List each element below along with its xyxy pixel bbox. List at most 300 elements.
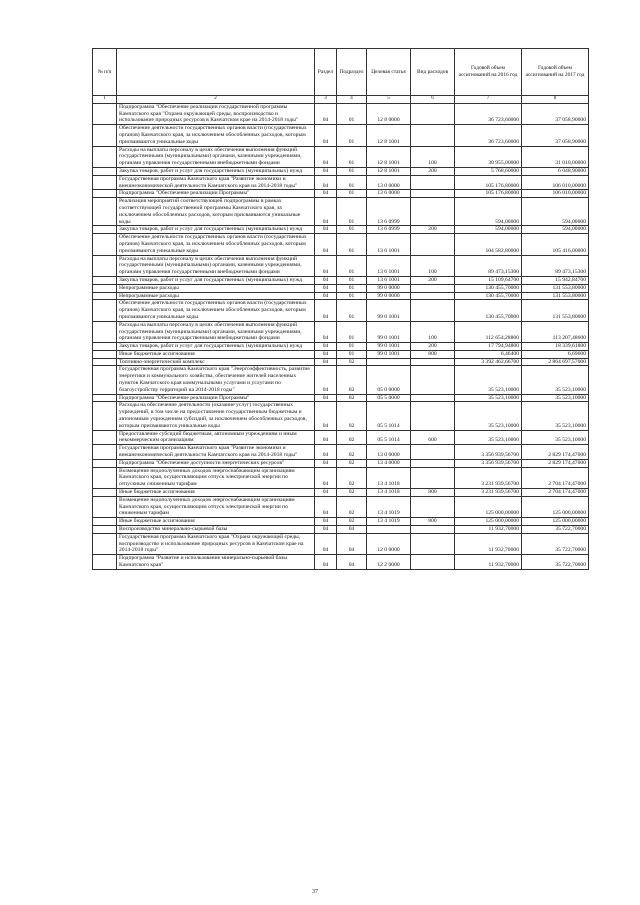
row-name-cell: Обеспечение деятельности государственных органов власти (государственных органов) Камчатского края, за исключением обособленных расходов, которым присваиваются уникальные коды	[117, 300, 315, 321]
row-number-cell	[93, 125, 117, 146]
row-number-cell	[93, 284, 117, 292]
row-name-cell: Возмещение недополученных доходов энергоснабжающим организациям Камчатского края, осуществляющим отпуск электрической энергии по сниженным тарифам	[117, 496, 315, 517]
column-number: 3	[315, 96, 337, 104]
row-amount-2016-cell: 5 768,60000	[455, 167, 522, 175]
row-number-cell	[93, 292, 117, 300]
row-amount-2017-cell: 594,00000	[522, 198, 589, 226]
row-razdel-cell: 04	[315, 343, 337, 351]
row-razdel-cell: 04	[315, 358, 337, 366]
row-number-cell	[93, 343, 117, 351]
row-amount-2016-cell: 130 455,70000	[455, 284, 522, 292]
row-podrazdel-cell: 01	[337, 234, 367, 255]
row-razdel-cell: 04	[315, 555, 337, 570]
row-amount-2016-cell: 3 231 939,56700	[455, 467, 522, 488]
row-podrazdel-cell: 01	[337, 125, 367, 146]
row-razdel-cell: 04	[315, 125, 337, 146]
row-razdel-cell: 04	[315, 366, 337, 394]
row-podrazdel-cell: 04	[337, 526, 367, 534]
row-razdel-cell: 04	[315, 226, 337, 234]
table-row	[93, 402, 589, 430]
row-expense-type-cell: 200	[411, 343, 455, 351]
row-expense-type-cell	[411, 198, 455, 226]
row-number-cell	[93, 190, 117, 198]
row-podrazdel-cell: 01	[337, 255, 367, 276]
column-number: 8	[522, 96, 589, 104]
table-row	[93, 459, 589, 467]
row-amount-2016-cell: 36 723,60000	[455, 125, 522, 146]
row-amount-2016-cell: 125 000,00000	[455, 496, 522, 517]
table-row	[93, 292, 589, 300]
header-target-article: Целевая статья	[367, 49, 411, 96]
row-target-article-cell: 13 6 1001	[367, 276, 411, 284]
row-podrazdel-cell: 04	[337, 555, 367, 570]
row-razdel-cell: 04	[315, 234, 337, 255]
row-amount-2017-cell: 89 473,15300	[522, 255, 589, 276]
column-number: 5	[367, 96, 411, 104]
row-name-cell: Иные бюджетные ассигнования	[117, 489, 315, 497]
header-amount-2017: Годовой объем ассигнований на 2017 год	[522, 49, 589, 96]
row-number-cell	[93, 526, 117, 534]
table-row	[93, 234, 589, 255]
row-amount-2016-cell: 594,00000	[455, 198, 522, 226]
row-expense-type-cell	[411, 555, 455, 570]
row-amount-2016-cell: 35 523,10000	[455, 430, 522, 445]
table-row	[93, 146, 589, 167]
row-podrazdel-cell: 02	[337, 394, 367, 402]
row-amount-2016-cell: 35 523,10000	[455, 366, 522, 394]
row-expense-type-cell: 100	[411, 321, 455, 342]
row-podrazdel-cell: 02	[337, 366, 367, 394]
row-amount-2016-cell: 35 523,10000	[455, 394, 522, 402]
row-podrazdel-cell: 02	[337, 489, 367, 497]
table-row	[93, 198, 589, 226]
row-podrazdel-cell: 04	[337, 533, 367, 554]
row-name-cell: Воспроизводство минерально-сырьевой базы	[117, 526, 315, 534]
header-name	[117, 49, 315, 96]
row-target-article-cell: 13 4 0000	[367, 459, 411, 467]
row-target-article-cell: 99 0 0000	[367, 292, 411, 300]
row-amount-2017-cell: 2 829 174,47000	[522, 445, 589, 460]
row-expense-type-cell	[411, 190, 455, 198]
row-expense-type-cell	[411, 526, 455, 534]
row-target-article-cell: 99 0 1001	[367, 321, 411, 342]
row-podrazdel-cell: 01	[337, 103, 367, 124]
row-expense-type-cell	[411, 402, 455, 430]
row-podrazdel-cell: 02	[337, 467, 367, 488]
table-row	[93, 496, 589, 517]
row-expense-type-cell	[411, 394, 455, 402]
row-amount-2017-cell: 125 000,00000	[522, 496, 589, 517]
row-amount-2016-cell: 3 356 939,56700	[455, 445, 522, 460]
row-amount-2017-cell: 31 010,00000	[522, 146, 589, 167]
row-target-article-cell: 12 8 1001	[367, 167, 411, 175]
row-expense-type-cell: 800	[411, 518, 455, 526]
row-podrazdel-cell: 01	[337, 350, 367, 358]
table-row	[93, 125, 589, 146]
table-row	[93, 467, 589, 488]
row-podrazdel-cell: 01	[337, 198, 367, 226]
row-target-article-cell: 13 6 0000	[367, 190, 411, 198]
row-amount-2017-cell: 35 523,10000	[522, 402, 589, 430]
row-amount-2017-cell: 125 000,00000	[522, 518, 589, 526]
row-target-article-cell: 05 5 1014	[367, 402, 411, 430]
row-name-cell: Подпрограмма "Обеспечение реализации Программы"	[117, 394, 315, 402]
row-name-cell: Государственная программа Камчатского края "Охрана окружающей среды, воспроизводство и использование природных ресурсов в Камчатском крае на 2014-2018 годы"	[117, 533, 315, 554]
row-name-cell: Расходы на выплаты персоналу в целях обеспечения выполнения функций государственными (муниципальными) органами, казенными учреждениями, органами управления государственными внебюджетными фондами	[117, 255, 315, 276]
row-amount-2017-cell: 6,69600	[522, 350, 589, 358]
row-expense-type-cell	[411, 292, 455, 300]
row-razdel-cell: 04	[315, 175, 337, 190]
table-row	[93, 175, 589, 190]
row-target-article-cell: 13 6 0999	[367, 198, 411, 226]
row-name-cell: Возмещение недополученных доходов энергоснабжающим организациям Камчатского края, осуществляющим отпуск электрической энергии по отпускным сниженным тарифам	[117, 467, 315, 488]
row-podrazdel-cell: 02	[337, 402, 367, 430]
row-podrazdel-cell: 02	[337, 358, 367, 366]
row-expense-type-cell	[411, 284, 455, 292]
table-row	[93, 430, 589, 445]
row-razdel-cell: 04	[315, 467, 337, 488]
row-amount-2017-cell: 37 058,90000	[522, 103, 589, 124]
row-razdel-cell: 04	[315, 255, 337, 276]
row-number-cell	[93, 533, 117, 554]
row-name-cell: Непрограммные расходы	[117, 284, 315, 292]
row-number-cell	[93, 445, 117, 460]
row-amount-2017-cell: 113 207,48600	[522, 321, 589, 342]
row-amount-2016-cell: 104 582,80000	[455, 234, 522, 255]
row-expense-type-cell: 200	[411, 276, 455, 284]
row-target-article-cell: 13 6 0999	[367, 226, 411, 234]
row-razdel-cell: 04	[315, 402, 337, 430]
table-row	[93, 366, 589, 394]
row-podrazdel-cell: 01	[337, 146, 367, 167]
column-number: 2	[117, 96, 315, 104]
row-amount-2017-cell: 131 553,80000	[522, 292, 589, 300]
row-amount-2016-cell: 11 932,70000	[455, 555, 522, 570]
row-podrazdel-cell: 01	[337, 321, 367, 342]
table-row	[93, 350, 589, 358]
row-razdel-cell: 04	[315, 350, 337, 358]
row-name-cell: Иные бюджетные ассигнования	[117, 518, 315, 526]
row-razdel-cell: 04	[315, 190, 337, 198]
row-amount-2016-cell: 3 356 939,56700	[455, 459, 522, 467]
row-amount-2016-cell: 3 231 939,56700	[455, 489, 522, 497]
row-number-cell	[93, 300, 117, 321]
row-number-cell	[93, 459, 117, 467]
row-number-cell	[93, 234, 117, 255]
row-target-article-cell: 99 0 1001	[367, 300, 411, 321]
row-amount-2016-cell: 125 000,00000	[455, 518, 522, 526]
row-podrazdel-cell: 02	[337, 445, 367, 460]
row-amount-2017-cell: 15 942,84700	[522, 276, 589, 284]
row-razdel-cell: 04	[315, 167, 337, 175]
row-razdel-cell: 04	[315, 292, 337, 300]
row-razdel-cell: 04	[315, 394, 337, 402]
row-amount-2016-cell: 36 723,60000	[455, 103, 522, 124]
row-number-cell	[93, 146, 117, 167]
row-number-cell	[93, 496, 117, 517]
budget-table	[92, 48, 589, 570]
row-expense-type-cell	[411, 533, 455, 554]
row-name-cell: Обеспечение деятельности государственных органов власти (государственных органов) Камчатского края, за исключением обособленных расходов, которым присваиваются уникальные коды	[117, 234, 315, 255]
row-name-cell: Подпрограмма "Развитие и использование минерально-сырьевой базы Камчатского края"	[117, 555, 315, 570]
row-name-cell: Топливно-энергетический комплекс	[117, 358, 315, 366]
row-razdel-cell: 04	[315, 146, 337, 167]
header-expense-type: Вид расходов	[411, 49, 455, 96]
row-number-cell	[93, 489, 117, 497]
row-amount-2016-cell: 594,00000	[455, 226, 522, 234]
row-number-cell	[93, 255, 117, 276]
row-target-article-cell: 99 0 1001	[367, 343, 411, 351]
row-number-cell	[93, 276, 117, 284]
row-target-article-cell: 13 0 0000	[367, 175, 411, 190]
row-name-cell: Предоставление субсидий бюджетным, автономным учреждениям и иным некоммерческим организациям	[117, 430, 315, 445]
row-target-article-cell: 05 5 1014	[367, 430, 411, 445]
row-amount-2016-cell: 89 473,15300	[455, 255, 522, 276]
column-numbers-row	[93, 96, 589, 104]
row-name-cell: Закупка товаров, работ и услуг для государственных (муниципальных) нужд	[117, 226, 315, 234]
table-row	[93, 190, 589, 198]
row-target-article-cell: 13 4 1019	[367, 496, 411, 517]
row-razdel-cell: 04	[315, 321, 337, 342]
row-podrazdel-cell: 01	[337, 292, 367, 300]
row-podrazdel-cell: 01	[337, 343, 367, 351]
row-amount-2017-cell: 6 048,90000	[522, 167, 589, 175]
row-razdel-cell: 04	[315, 526, 337, 534]
row-target-article-cell: 05 5 0000	[367, 394, 411, 402]
row-number-cell	[93, 321, 117, 342]
row-name-cell: Подпрограмма "Обеспечение реализации государственной программы Камчатского края "Охрана окружающей среды, воспроизводство и использование природных ресурсов в Камчатском крае на 2014-2018 годы"	[117, 103, 315, 124]
row-razdel-cell: 04	[315, 459, 337, 467]
row-name-cell: Закупка товаров, работ и услуг для государственных (муниципальных) нужд	[117, 167, 315, 175]
row-expense-type-cell	[411, 467, 455, 488]
row-number-cell	[93, 394, 117, 402]
row-amount-2016-cell: 105 176,80000	[455, 190, 522, 198]
row-expense-type-cell	[411, 234, 455, 255]
row-target-article-cell: 12 8 1001	[367, 146, 411, 167]
table-row	[93, 167, 589, 175]
row-number-cell	[93, 350, 117, 358]
row-number-cell	[93, 555, 117, 570]
table-row	[93, 343, 589, 351]
table-row	[93, 300, 589, 321]
column-number: 4	[337, 96, 367, 104]
header-amount-2016: Годовой объем ассигнований на 2016 год	[455, 49, 522, 96]
row-expense-type-cell: 100	[411, 255, 455, 276]
table-row	[93, 533, 589, 554]
row-number-cell	[93, 402, 117, 430]
row-name-cell: Закупка товаров, работ и услуг для государственных (муниципальных) нужд	[117, 343, 315, 351]
row-amount-2016-cell: 15 109,64700	[455, 276, 522, 284]
header-razdel: Раздел	[315, 49, 337, 96]
row-expense-type-cell	[411, 496, 455, 517]
table-row	[93, 255, 589, 276]
table-row	[93, 526, 589, 534]
row-amount-2017-cell: 35 722,70000	[522, 533, 589, 554]
row-podrazdel-cell: 02	[337, 459, 367, 467]
row-expense-type-cell	[411, 300, 455, 321]
row-razdel-cell: 04	[315, 276, 337, 284]
row-amount-2017-cell: 594,00000	[522, 226, 589, 234]
row-razdel-cell: 04	[315, 103, 337, 124]
table-row	[93, 489, 589, 497]
row-amount-2016-cell: 17 794,94800	[455, 343, 522, 351]
row-expense-type-cell: 800	[411, 350, 455, 358]
row-name-cell: Непрограммные расходы	[117, 292, 315, 300]
row-razdel-cell: 04	[315, 533, 337, 554]
row-number-cell	[93, 167, 117, 175]
row-amount-2016-cell: 11 932,70000	[455, 526, 522, 534]
table-row	[93, 321, 589, 342]
row-amount-2017-cell: 131 553,80000	[522, 300, 589, 321]
row-podrazdel-cell: 02	[337, 430, 367, 445]
row-razdel-cell: 04	[315, 284, 337, 292]
row-amount-2017-cell: 106 010,00000	[522, 190, 589, 198]
row-target-article-cell	[367, 526, 411, 534]
row-razdel-cell: 04	[315, 518, 337, 526]
row-amount-2016-cell: 6,46400	[455, 350, 522, 358]
table-row	[93, 358, 589, 366]
table-body	[93, 103, 589, 569]
row-amount-2016-cell: 130 455,70000	[455, 292, 522, 300]
row-expense-type-cell	[411, 366, 455, 394]
row-expense-type-cell	[411, 175, 455, 190]
row-expense-type-cell: 800	[411, 489, 455, 497]
row-name-cell: Государственная программа Камчатского края "Развитие экономики и внешнеэкономической деятельности Камчатского края на 2014-2018 годы"	[117, 175, 315, 190]
row-expense-type-cell	[411, 358, 455, 366]
table-row	[93, 284, 589, 292]
row-number-cell	[93, 358, 117, 366]
row-name-cell: Расходы на обеспечение деятельности (оказание услуг) государственных учреждений, в том числе на предоставление государственным бюджетным и автономным учреждениям субсидий, за исключением обособленных расходов, которым присваиваются уникальные коды	[117, 402, 315, 430]
row-expense-type-cell: 200	[411, 167, 455, 175]
table-row	[93, 226, 589, 234]
row-amount-2017-cell: 35 523,10000	[522, 366, 589, 394]
row-name-cell: Расходы на выплаты персоналу в целях обеспечения выполнения функций государственными (муниципальными) органами, казенными учреждениями, органами управления государственными внебюджетными фондами	[117, 146, 315, 167]
row-amount-2017-cell: 2 704 174,47000	[522, 489, 589, 497]
row-podrazdel-cell: 01	[337, 284, 367, 292]
row-amount-2017-cell: 35 523,10000	[522, 394, 589, 402]
row-target-article-cell: 12 0 0000	[367, 533, 411, 554]
row-razdel-cell: 04	[315, 489, 337, 497]
row-target-article-cell: 13 6 1001	[367, 234, 411, 255]
row-amount-2017-cell: 105 416,00000	[522, 234, 589, 255]
row-number-cell	[93, 430, 117, 445]
row-amount-2017-cell: 2 704 174,47000	[522, 467, 589, 488]
row-podrazdel-cell: 01	[337, 167, 367, 175]
row-podrazdel-cell: 02	[337, 496, 367, 517]
row-amount-2017-cell: 2 829 174,47000	[522, 459, 589, 467]
row-target-article-cell: 13 4 1018	[367, 489, 411, 497]
table-row	[93, 518, 589, 526]
row-podrazdel-cell: 01	[337, 226, 367, 234]
row-target-article-cell: 12 8 1001	[367, 125, 411, 146]
row-name-cell: Реализация мероприятий соответствующей подпрограммы в рамках соответствующей государственной программы Камчатского края, за исключением обособленных расходов, которым присваиваются уникальные коды	[117, 198, 315, 226]
row-expense-type-cell: 200	[411, 226, 455, 234]
row-target-article-cell: 99 0 1001	[367, 350, 411, 358]
row-name-cell: Обеспечение деятельности государственных органов власти (государственных органов) Камчатского края, за исключением обособленных расходов, которым присваиваются уникальные коды	[117, 125, 315, 146]
table-row	[93, 103, 589, 124]
row-number-cell	[93, 467, 117, 488]
row-name-cell: Подпрограмма "Обеспечение реализации Программы"	[117, 190, 315, 198]
row-amount-2017-cell: 37 058,90000	[522, 125, 589, 146]
row-number-cell	[93, 103, 117, 124]
row-razdel-cell: 04	[315, 496, 337, 517]
row-podrazdel-cell: 02	[337, 518, 367, 526]
row-amount-2016-cell: 35 523,10000	[455, 402, 522, 430]
row-amount-2016-cell: 130 455,70000	[455, 300, 522, 321]
row-target-article-cell	[367, 358, 411, 366]
row-target-article-cell: 13 4 1019	[367, 518, 411, 526]
row-podrazdel-cell: 01	[337, 276, 367, 284]
row-expense-type-cell: 600	[411, 430, 455, 445]
row-target-article-cell: 13 0 0000	[367, 445, 411, 460]
row-razdel-cell: 04	[315, 430, 337, 445]
row-amount-2016-cell: 112 654,28800	[455, 321, 522, 342]
row-number-cell	[93, 198, 117, 226]
row-name-cell: Расходы на выплаты персоналу в целях обеспечения выполнения функций государственными (муниципальными) органами, казенными учреждениями, органами управления государственными внебюджетными фондами	[117, 321, 315, 342]
row-expense-type-cell	[411, 445, 455, 460]
row-number-cell	[93, 175, 117, 190]
row-target-article-cell: 13 4 1018	[367, 467, 411, 488]
row-name-cell: Иные бюджетные ассигнования	[117, 350, 315, 358]
row-expense-type-cell	[411, 459, 455, 467]
row-target-article-cell: 13 6 1001	[367, 255, 411, 276]
row-amount-2017-cell: 35 722,70000	[522, 555, 589, 570]
row-expense-type-cell	[411, 103, 455, 124]
table-row	[93, 445, 589, 460]
row-amount-2017-cell: 35 722,70000	[522, 526, 589, 534]
page-number: 37	[312, 889, 318, 895]
column-number: 1	[93, 96, 117, 104]
row-target-article-cell: 12 2 0000	[367, 555, 411, 570]
row-podrazdel-cell: 01	[337, 175, 367, 190]
row-razdel-cell: 04	[315, 300, 337, 321]
table-header-row	[93, 49, 589, 96]
row-number-cell	[93, 366, 117, 394]
table-row	[93, 555, 589, 570]
row-podrazdel-cell: 01	[337, 190, 367, 198]
table-row	[93, 394, 589, 402]
row-amount-2017-cell: 18 339,61800	[522, 343, 589, 351]
row-amount-2017-cell: 131 553,80000	[522, 284, 589, 292]
header-num: № п/п	[93, 49, 117, 96]
row-amount-2017-cell: 2 864 697,57000	[522, 358, 589, 366]
row-target-article-cell: 05 0 0000	[367, 366, 411, 394]
row-name-cell: Подпрограмма "Обеспечение доступности энергетических ресурсов"	[117, 459, 315, 467]
row-razdel-cell: 04	[315, 445, 337, 460]
row-name-cell: Государственная программа Камчатского края "Развитие экономики и внешнеэкономической деятельности Камчатского края на 2014-2018 годы"	[117, 445, 315, 460]
row-name-cell: Закупка товаров, работ и услуг для государственных (муниципальных) нужд	[117, 276, 315, 284]
header-podrazdel: Подраздел	[337, 49, 367, 96]
row-expense-type-cell	[411, 125, 455, 146]
row-podrazdel-cell: 01	[337, 300, 367, 321]
row-amount-2016-cell: 30 955,00000	[455, 146, 522, 167]
row-amount-2016-cell: 11 932,70000	[455, 533, 522, 554]
row-expense-type-cell: 100	[411, 146, 455, 167]
column-number: 6	[411, 96, 455, 104]
row-amount-2017-cell: 35 523,10000	[522, 430, 589, 445]
row-number-cell	[93, 518, 117, 526]
table-row	[93, 276, 589, 284]
row-amount-2016-cell: 105 176,80000	[455, 175, 522, 190]
row-target-article-cell: 99 0 0000	[367, 284, 411, 292]
row-name-cell: Государственная программа Камчатского края "Энергоэффективность, развитие энергетики и коммунального хозяйства, обеспечение жителей населенных пунктов Камчатского края коммунальными услугами и услугами по благоустройству территорий на 2014-2018 годы"	[117, 366, 315, 394]
row-razdel-cell: 04	[315, 198, 337, 226]
row-amount-2017-cell: 106 010,00000	[522, 175, 589, 190]
row-target-article-cell: 12 8 0000	[367, 103, 411, 124]
row-number-cell	[93, 226, 117, 234]
row-amount-2016-cell: 3 392 462,66700	[455, 358, 522, 366]
column-number: 7	[455, 96, 522, 104]
